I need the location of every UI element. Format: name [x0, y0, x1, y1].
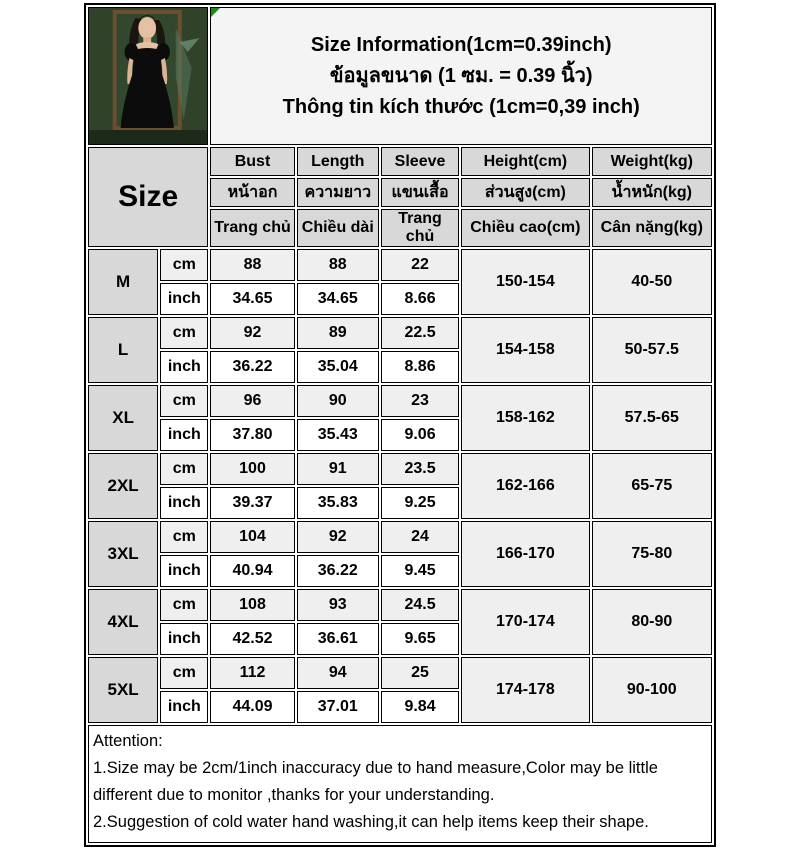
col-header-sleeve-th: แขนเสื้อ [381, 178, 459, 207]
height-range-value: 170-174 [461, 589, 589, 655]
size-column-header: Size [88, 147, 208, 247]
size-row-cm [88, 385, 712, 417]
height-range-value: 166-170 [461, 521, 589, 587]
col-header-sleeve-vi: Trang chủ [381, 209, 459, 247]
attention-note-1: 1.Size may be 2cm/1inch inaccuracy due to hand measure,Color may be little different due to monitor ,thanks for your understanding. [93, 759, 658, 804]
weight-range-value: 50-57.5 [592, 317, 712, 383]
unit-inch-label: inch [160, 555, 208, 587]
col-header-weight-en: Weight(kg) [592, 147, 712, 176]
dress-sleeve-right [156, 43, 170, 61]
sleeve-cm-value: 22 [381, 249, 459, 281]
col-header-height-vi: Chiều cao(cm) [461, 209, 589, 247]
length-inch-value: 36.61 [297, 623, 379, 655]
title-line-th: ข้อมูลขนาด (1 ซม. = 0.39 นิ้ว) [329, 64, 593, 87]
weight-range-value: 80-90 [592, 589, 712, 655]
attention-section [88, 725, 712, 843]
height-range-value: 162-166 [461, 453, 589, 519]
length-cm-value: 92 [297, 521, 379, 553]
length-cm-value: 93 [297, 589, 379, 621]
bust-cm-value: 92 [210, 317, 294, 349]
weight-range-value: 65-75 [592, 453, 712, 519]
bust-cm-value: 100 [210, 453, 294, 485]
length-cm-value: 88 [297, 249, 379, 281]
size-label: L [88, 317, 158, 383]
green-corner-triangle-icon [211, 8, 220, 17]
length-cm-value: 89 [297, 317, 379, 349]
product-photo [88, 7, 208, 145]
col-header-bust-en: Bust [210, 147, 294, 176]
sleeve-cm-value: 25 [381, 657, 459, 689]
header-section [88, 147, 712, 247]
col-header-length-en: Length [297, 147, 379, 176]
unit-cm-label: cm [160, 249, 208, 281]
unit-cm-label: cm [160, 385, 208, 417]
size-information-header [210, 7, 712, 145]
col-header-bust-th: หน้าอก [210, 178, 294, 207]
sleeve-cm-value: 24 [381, 521, 459, 553]
size-row-cm [88, 521, 712, 553]
unit-inch-label: inch [160, 623, 208, 655]
col-header-bust-vi: Trang chủ [210, 209, 294, 247]
sleeve-cm-value: 22.5 [381, 317, 459, 349]
title-line-vi: Thông tin kích thước (1cm=0,39 inch) [282, 95, 640, 118]
length-cm-value: 91 [297, 453, 379, 485]
title-section [88, 7, 712, 145]
bust-inch-value: 40.94 [210, 555, 294, 587]
sleeve-inch-value: 8.86 [381, 351, 459, 383]
length-inch-value: 36.22 [297, 555, 379, 587]
bust-inch-value: 39.37 [210, 487, 294, 519]
sleeve-inch-value: 9.45 [381, 555, 459, 587]
size-row-cm [88, 317, 712, 349]
sleeve-inch-value: 9.84 [381, 691, 459, 723]
length-inch-value: 35.04 [297, 351, 379, 383]
weight-range-value: 57.5-65 [592, 385, 712, 451]
height-range-value: 150-154 [461, 249, 589, 315]
size-label: 4XL [88, 589, 158, 655]
unit-cm-label: cm [160, 453, 208, 485]
bust-inch-value: 34.65 [210, 283, 294, 315]
size-label: XL [88, 385, 158, 451]
bust-cm-value: 104 [210, 521, 294, 553]
height-range-value: 174-178 [461, 657, 589, 723]
weight-range-value: 90-100 [592, 657, 712, 723]
sleeve-cm-value: 24.5 [381, 589, 459, 621]
sleeve-cm-value: 23 [381, 385, 459, 417]
size-row-cm [88, 249, 712, 281]
size-chart-sheet [84, 3, 716, 847]
height-range-value: 158-162 [461, 385, 589, 451]
unit-inch-label: inch [160, 283, 208, 315]
bust-cm-value: 96 [210, 385, 294, 417]
model-face [138, 17, 156, 39]
bust-inch-value: 42.52 [210, 623, 294, 655]
attention-notes [88, 725, 712, 843]
length-inch-value: 34.65 [297, 283, 379, 315]
dress-sleeve-left [125, 43, 139, 61]
size-row-cm [88, 657, 712, 689]
size-label: 2XL [88, 453, 158, 519]
unit-cm-label: cm [160, 589, 208, 621]
length-inch-value: 35.83 [297, 487, 379, 519]
col-header-sleeve-en: Sleeve [381, 147, 459, 176]
length-inch-value: 35.43 [297, 419, 379, 451]
col-header-length-vi: Chiều dài [297, 209, 379, 247]
sleeve-inch-value: 9.65 [381, 623, 459, 655]
size-rows-section [88, 249, 712, 723]
length-inch-value: 37.01 [297, 691, 379, 723]
unit-cm-label: cm [160, 521, 208, 553]
col-header-weight-th: น้ำหนัก(kg) [592, 178, 712, 207]
height-range-value: 154-158 [461, 317, 589, 383]
title-line-en: Size Information(1cm=0.39inch) [310, 33, 612, 56]
sleeve-cm-value: 23.5 [381, 453, 459, 485]
size-label: 3XL [88, 521, 158, 587]
bust-inch-value: 37.80 [210, 419, 294, 451]
title-row [88, 7, 712, 145]
length-cm-value: 90 [297, 385, 379, 417]
sleeve-inch-value: 9.25 [381, 487, 459, 519]
bust-inch-value: 36.22 [210, 351, 294, 383]
col-header-length-th: ความยาว [297, 178, 379, 207]
size-row-cm [88, 589, 712, 621]
header-row-english [88, 147, 712, 176]
unit-inch-label: inch [160, 351, 208, 383]
sleeve-inch-value: 9.06 [381, 419, 459, 451]
product-photo-illustration [89, 8, 207, 144]
unit-inch-label: inch [160, 691, 208, 723]
col-header-height-th: ส่วนสูง(cm) [461, 178, 589, 207]
unit-cm-label: cm [160, 317, 208, 349]
attention-row [88, 725, 712, 843]
bust-cm-value: 88 [210, 249, 294, 281]
col-header-weight-vi: Cân nặng(kg) [592, 209, 712, 247]
unit-inch-label: inch [160, 487, 208, 519]
bust-cm-value: 108 [210, 589, 294, 621]
size-label: M [88, 249, 158, 315]
sleeve-inch-value: 8.66 [381, 283, 459, 315]
length-cm-value: 94 [297, 657, 379, 689]
weight-range-value: 40-50 [592, 249, 712, 315]
size-label: 5XL [88, 657, 158, 723]
unit-inch-label: inch [160, 419, 208, 451]
size-chart-table [84, 3, 716, 847]
size-row-cm [88, 453, 712, 485]
bust-cm-value: 112 [210, 657, 294, 689]
weight-range-value: 75-80 [592, 521, 712, 587]
col-header-height-en: Height(cm) [461, 147, 589, 176]
bust-inch-value: 44.09 [210, 691, 294, 723]
attention-note-2: 2.Suggestion of cold water hand washing,it can help items keep their shape. [93, 813, 649, 831]
unit-cm-label: cm [160, 657, 208, 689]
attention-heading: Attention: [93, 732, 163, 750]
